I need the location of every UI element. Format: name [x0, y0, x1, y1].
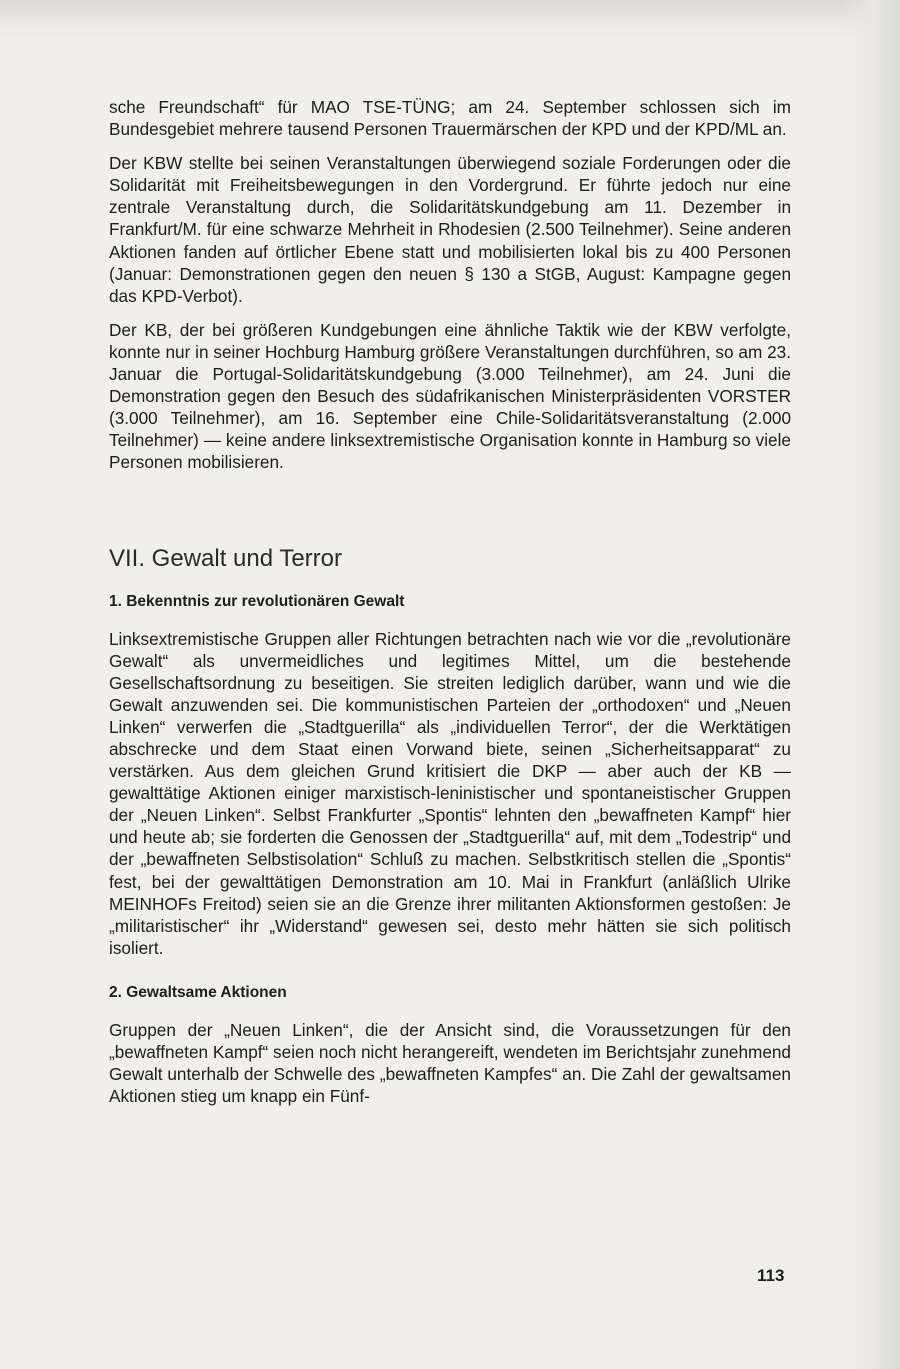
section-heading-2: 2. Gewaltsame Aktionen: [109, 983, 287, 1001]
document-page: [109, 96, 791, 1107]
body-paragraph-2: Der KBW stellte bei seinen Veranstaltungen überwiegend soziale Forderungen oder die Solidarität mit Freiheitsbewegungen in den Vordergrund. Er führte jedoch nur eine zentrale Veranstaltung durch, die Solidaritätskundgebung am 11. Dezember in Frankfurt/M. für eine schwarze Mehrheit in Rhodesien (2.500 Teilnehmer). Seine anderen Aktionen fanden auf örtlicher Ebene statt und mobilisierten lokal bis zu 400 Personen (Januar: Demonstrationen gegen den neuen § 130 a StGB, August: Kampagne gegen das KPD-Verbot).: [109, 153, 791, 306]
body-paragraph-1: sche Freundschaft“ für MAO TSE-TÜNG; am 24. September schlossen sich im Bundesgebiet mehrere tausend Personen Trauermärschen der KPD und der KPD/ML an.: [109, 97, 791, 140]
section-heading-1: 1. Bekenntnis zur revolutionären Gewalt: [109, 592, 405, 610]
page-number: 113: [757, 1266, 785, 1285]
scan-shadow-top: [0, 0, 900, 40]
body-paragraph-3: Der KB, der bei größeren Kundgebungen eine ähnliche Taktik wie der KBW verfolgte, konnte nur in seiner Hochburg Hamburg größere Veranstaltungen durchführen, so am 23. Januar die Portugal-Solidaritätskundgebung (3.000 Teilnehmer), am 24. Juni die Demonstration gegen den Besuch des südafrikanischen Ministerpräsidenten VORSTER (3.000 Teilnehmer), am 16. September eine Chile-Solidaritätsveranstaltung (2.000 Teilnehmer) — keine andere linksextremistische Organisation konnte in Hamburg so viele Personen mobilisieren.: [109, 319, 791, 473]
chapter-title: VII. Gewalt und Terror: [109, 544, 342, 572]
body-paragraph-5: Gruppen der „Neuen Linken“, die der Ansicht sind, die Voraussetzungen für den „bewaffneten Kampf“ seien noch nicht herangereift, wendeten im Berichtsjahr zunehmend Gewalt unterhalb der Schwelle des „bewaffneten Kampfes“ an. Die Zahl der gewaltsamen Aktionen stieg um knapp ein Fünf-: [109, 1019, 791, 1107]
scan-shadow-right: [840, 0, 900, 1369]
body-paragraph-4: Linksextremistische Gruppen aller Richtungen betrachten nach wie vor die „revolutionäre Gewalt“ als unvermeidliches und legitimes Mittel, um die bestehende Gesellschaftsordnung zu beseitigen. Sie streiten lediglich darüber, wann und wie die Gewalt anzuwenden sei. Die kommunistischen Parteien der „orthodoxen“ und „Neuen Linken“ verwerfen die „Stadtguerilla“ als „individuellen Terror“, der die Werktätigen abschrecke und dem Staat einen Vorwand biete, seinen „Sicherheitsapparat“ zu verstärken. Aus dem gleichen Grund kritisiert die DKP — aber auch der KB — gewalttätige Aktionen einiger marxistisch-leninistischer und spontaneistischer Gruppen der „Neuen Linken“. Selbst Frankfurter „Spontis“ lehnten den „bewaffneten Kampf“ hier und heute ab; sie forderten die Genossen der „Stadtguerilla“ auf, mit dem „Todestrip“ und der „bewaffneten Selbstisolation“ Schluß zu machen. Selbstkritisch stellen die „Spontis“ fest, bei der gewalttätigen Demonstration am 10. Mai in Frankfurt (anläßlich Ulrike MEINHOFs Freitod) seien sie an die Grenze ihrer militanten Aktionsformen gestoßen: Je „militaristischer“ ihr „Widerstand“ gewesen sei, desto mehr hätten sie sich politisch isoliert.: [109, 628, 791, 958]
